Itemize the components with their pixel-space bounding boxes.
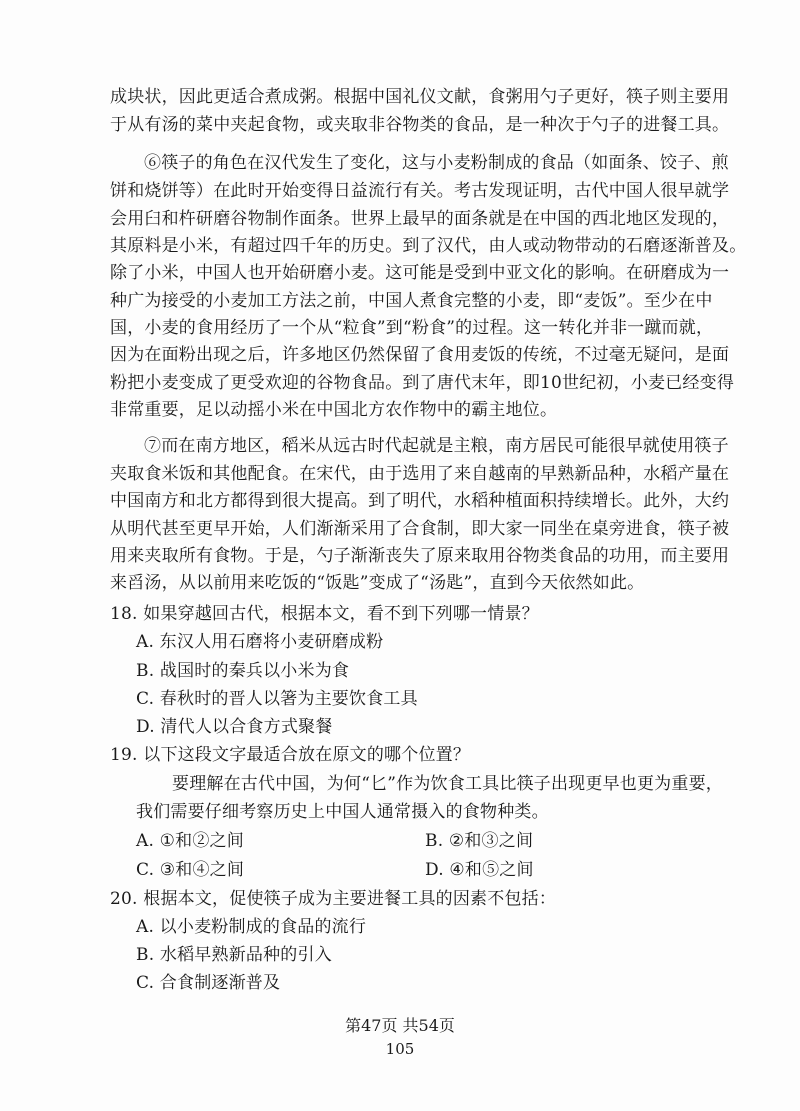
question-20-stem: 20. 根据本文，促使筷子成为主要进餐工具的因素不包括： <box>110 889 557 909</box>
question-20-option-a: A. 以小麦粉制成的食品的流行 <box>136 917 367 937</box>
paragraph-7-line: 中国南方和北方都得到很大提高。到了明代，水稻种植面积持续增长。此外，大约 <box>110 491 730 511</box>
paragraph-7-line: ⑦而在南方地区，稻米从远古时代起就是主粮，南方居民可能很早就使用筷子 <box>144 436 729 456</box>
paragraph-6-line: 饼和烧饼等）在此时开始变得日益流行有关。考古发现证明，古代中国人很早就学 <box>110 181 730 201</box>
question-19-option-d: D. ④和⑤之间 <box>425 860 534 880</box>
paragraph-6-line: 种广为接受的小麦加工方法之前，中国人煮食完整的小麦，即“麦饭”。至少在中 <box>110 291 713 311</box>
question-18-stem: 18. 如果穿越回古代，根据本文，看不到下列哪一情景？ <box>110 604 539 624</box>
paragraph-6-line: 国，小麦的食用经历了一个从“粒食”到“粉食”的过程。这一转化并非一蹴而就， <box>110 318 714 338</box>
paragraph-6-line: 非常重要，足以动摇小米在中国北方农作物中的霸主地位。 <box>110 400 558 420</box>
question-18-option-d: D. 清代人以合食方式聚餐 <box>136 717 333 737</box>
question-19-option-c: C. ③和④之间 <box>136 860 245 880</box>
question-20-option-c: C. 合食制逐渐普及 <box>136 973 281 993</box>
paragraph-7-line: 用来夹取所有食物。于是，勺子渐渐丧失了原来取用谷物类食品的功用，而主要用 <box>110 546 730 566</box>
question-19-quote-line: 要理解在古代中国，为何“匕”作为饮食工具比筷子出现更早也更为重要， <box>172 774 723 794</box>
question-18-option-b: B. 战国时的秦兵以小米为食 <box>136 661 350 681</box>
paragraph-7-line: 来舀汤，从以前用来吃饭的“饭匙”变成了“汤匙”，直到今天依然如此。 <box>110 573 645 593</box>
question-20-option-b: B. 水稻早熟新品种的引入 <box>136 945 332 965</box>
paragraph-6-line: 除了小米，中国人也开始研磨小麦。这可能是受到中亚文化的影响。在研磨成为一 <box>110 263 730 283</box>
paragraph-6-line: 其原料是小米，有超过四千年的历史。到了汉代，由人或动物带动的石磨逐渐普及。 <box>110 236 747 256</box>
page-number: 105 <box>385 1040 415 1058</box>
question-18-option-a: A. 东汉人用石磨将小麦研磨成粉 <box>136 632 384 652</box>
paragraph-6-line: 因为在面粉出现之后，许多地区仍然保留了食用麦饭的传统，不过毫无疑问，是面 <box>110 345 730 365</box>
paragraph-6-line: 会用臼和杵研磨谷物制作面条。世界上最早的面条就是在中国的西北地区发现的， <box>110 209 730 229</box>
question-19-option-b: B. ②和③之间 <box>425 831 534 851</box>
question-19-quote-line: 我们需要仔细考察历史上中国人通常摄入的食物种类。 <box>136 802 549 822</box>
passage-line: 于从有汤的菜中夹起食物，或夹取非谷物类的食品，是一种次于勺子的进餐工具。 <box>110 115 730 135</box>
paragraph-6-line: ⑥筷子的角色在汉代发生了变化，这与小麦粉制成的食品（如面条、饺子、煎 <box>144 153 729 173</box>
passage-line: 成块状，因此更适合煮成粥。根据中国礼仪文献，食粥用勺子更好，筷子则主要用 <box>110 87 730 107</box>
paragraph-7-line: 夹取食米饭和其他配食。在宋代，由于选用了来自越南的早熟新品种，水稻产量在 <box>110 464 730 484</box>
paragraph-6-line: 粉把小麦变成了更受欢迎的谷物食品。到了唐代末年，即10世纪初，小麦已经变得 <box>110 373 735 393</box>
paragraph-7-line: 从明代甚至更早开始，人们渐渐采用了合食制，即大家一同坐在桌旁进食，筷子被 <box>110 519 730 539</box>
question-18-option-c: C. 春秋时的晋人以箸为主要饮食工具 <box>136 689 418 709</box>
page-count-label: 第47页 共54页 <box>345 1016 455 1035</box>
question-19-stem: 19. 以下这段文字最适合放在原文的哪个位置？ <box>110 745 471 765</box>
question-19-option-a: A. ①和②之间 <box>136 831 244 851</box>
